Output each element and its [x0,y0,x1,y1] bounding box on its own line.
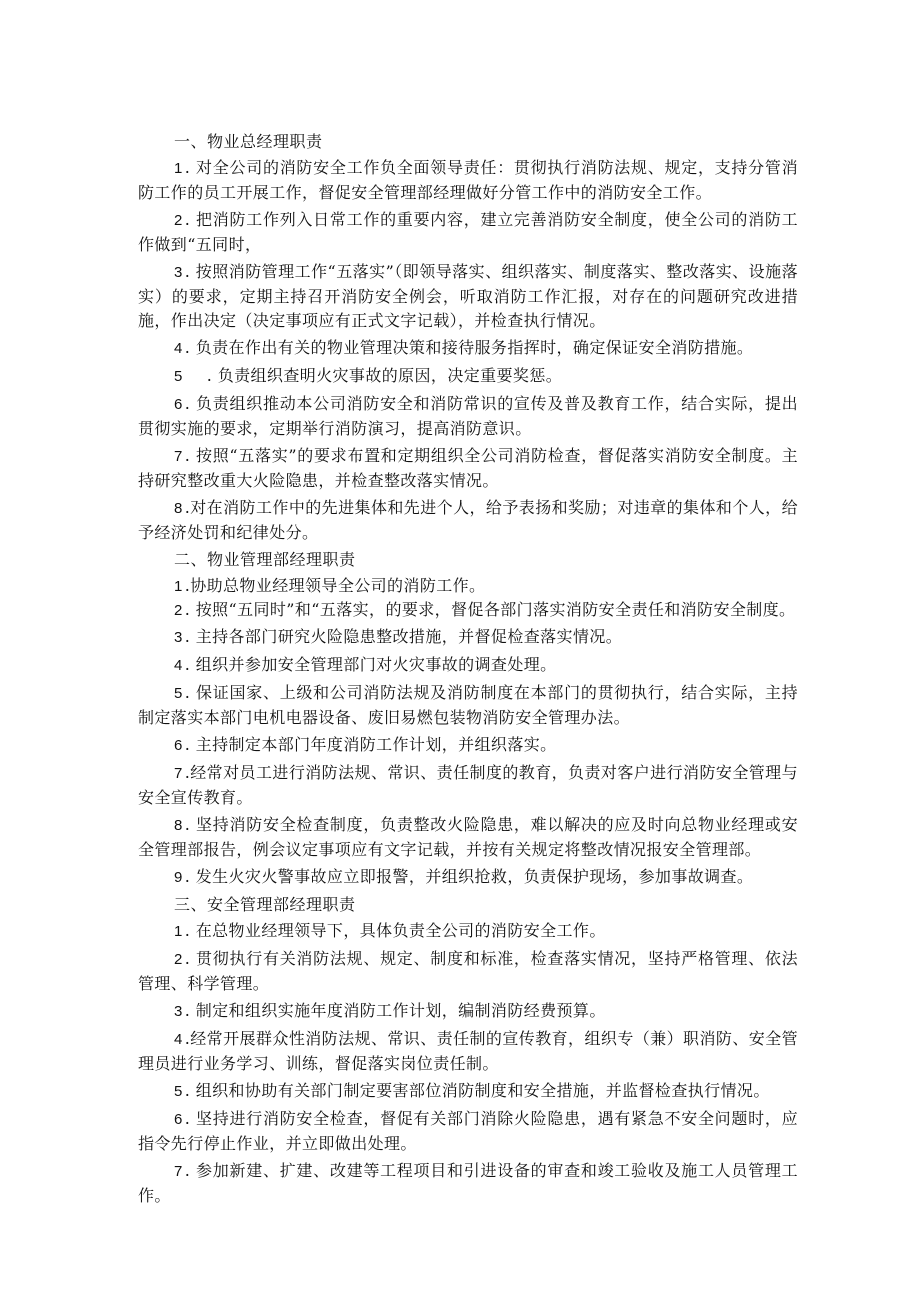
item-number: 3 [174,629,183,646]
item-number: 5 [174,1083,183,1100]
item-text: . 参加新建、扩建、改建等工程项目和引进设备的审查和竣工验收及施工人员管理工作。 [138,1161,798,1205]
item-number: 4 [174,340,183,357]
item-text: . 按照“五同时”和“五落实，的要求，督促各部门落实消防安全责任和消防安全制度。 [184,600,796,619]
list-item [138,1159,798,1208]
item-text: .对在消防工作中的先进集体和先进个人，给予表扬和奖励；对违章的集体和个人，给予经济处罚和纪律处分。 [138,498,798,542]
item-number: 8 [174,500,183,517]
list-item [138,919,798,944]
item-text: . 对全公司的消防安全工作负全面领导责任：贯彻执行消防法规、规定，支持分管消防工作的员工开展工作，督促安全管理部经理做好分管工作中的消防安全工作。 [138,158,798,202]
item-number: 8 [174,817,183,834]
item-number: 1 [174,160,183,177]
list-item [138,865,798,890]
list-item [138,156,798,205]
item-number: 2 [174,951,183,968]
item-text: . 坚持进行消防安全检查，督促有关部门消除火险隐患，遇有紧急不安全问题时，应指令先行停止作业，并立即做出处理。 [138,1109,798,1153]
item-text: . 坚持消防安全检查制度，负责整改火险隐患，难以解决的应及时向总物业经理或安全管理部报告，例会议定事项应有文字记载，并按有关规定将整改情况报安全管理部。 [138,815,798,859]
section-heading: 二、物业管理部经理职责 [174,550,356,569]
item-text: . 在总物业经理领导下，具体负责全公司的消防安全工作。 [184,921,606,940]
item-text: . 按照“五落实”的要求布置和定期组织全公司消防检查，督促落实消防安全制度。主持研究整改重大火险隐患，并检查整改落实情况。 [138,446,798,490]
list-item [138,761,798,810]
list-item [138,1107,798,1156]
item-number: 6 [174,1111,183,1128]
item-number: 1 [174,578,183,595]
item-text: .经常对员工进行消防法规、常识、责任制度的教育，负责对客户进行消防安全管理与安全宣传教育。 [138,763,798,807]
list-item [138,260,798,333]
item-text: .协助总物业经理领导全公司的消防工作。 [184,576,486,595]
item-text: . 发生火灾火警事故应立即报警，并组织抢救，负责保护现场，参加事故调查。 [184,867,754,886]
list-item [138,496,798,545]
list-item [138,1079,798,1104]
item-text: . 主持各部门研究火险隐患整改措施，并督促检查落实情况。 [184,627,623,646]
item-number: 7 [174,1163,183,1180]
item-text: . 负责在作出有关的物业管理决策和接待服务指挥时，确定保证安全消防措施。 [184,338,754,357]
item-text: . 保证国家、上级和公司消防法规及消防制度在本部门的贯彻执行，结合实际，主持制定落实本部门电机电器设备、废旧易燃包装物消防安全管理办法。 [138,683,798,727]
item-number: 6 [174,737,183,754]
item-text: . 把消防工作列入日常工作的重要内容，建立完善消防安全制度，使全公司的消防工作做到“五同时， [138,210,798,254]
document-body [138,130,798,1211]
list-item [138,574,798,599]
item-text: . 制定和组织实施年度消防工作计划，编制消防经费预算。 [184,1001,606,1020]
list-item [138,444,798,493]
item-text: . 负责组织查明火灾事故的原因，决定重要奖惩。 [206,366,563,385]
item-text: . 负责组织推动本公司消防安全和消防常识的宣传及普及教育工作，结合实际，提出贯彻实施的要求，定期举行消防演习，提高消防意识。 [138,394,798,438]
item-text: . 主持制定本部门年度消防工作计划，并组织落实。 [184,735,557,754]
list-item [138,681,798,730]
item-number: 9 [174,869,183,886]
item-number: 3 [174,1003,183,1020]
item-number: 7 [174,765,183,782]
item-number: 5 [174,368,183,385]
item-text: . 贯彻执行有关消防法规、规定、制度和标准，检查落实情况，坚持严格管理、依法管理、科学管理。 [138,949,798,993]
item-number: 3 [174,264,183,281]
item-text: . 按照消防管理工作“五落实”（即领导落实、组织落实、制度落实、整改落实、设施落实）的要求，定期主持召开消防安全例会，听取消防工作汇报，对存在的问题研究改进措施，作出决定（决定事项应有正式文字记载），并检查执行情况。 [138,262,798,330]
item-number: 2 [174,212,183,229]
list-item [138,392,798,441]
item-number: 5 [174,685,183,702]
item-number: 6 [174,396,183,413]
list-item [138,625,798,650]
list-item [138,653,798,678]
item-number: 1 [174,923,183,940]
list-item [138,602,798,619]
list-item [138,364,798,389]
list-item [138,947,798,996]
section-heading: 一、物业总经理职责 [174,132,323,151]
item-text: . 组织并参加安全管理部门对火灾事故的调查处理。 [184,655,557,674]
section-heading: 三、安全管理部经理职责 [174,895,356,914]
list-item [138,336,798,361]
item-number: 2 [174,602,183,619]
list-item [138,999,798,1024]
item-number: 7 [174,448,183,465]
item-number: 4 [174,1031,183,1048]
list-item [138,1027,798,1076]
item-text: . 组织和协助有关部门制定要害部位消防制度和安全措施，并监督检查执行情况。 [184,1081,770,1100]
list-item [138,813,798,862]
item-number: 4 [174,657,183,674]
list-item [138,208,798,257]
list-item [138,733,798,758]
item-text: .经常开展群众性消防法规、常识、责任制的宣传教育，组织专（兼）职消防、安全管理员进行业务学习、训练，督促落实岗位责任制。 [138,1029,798,1073]
